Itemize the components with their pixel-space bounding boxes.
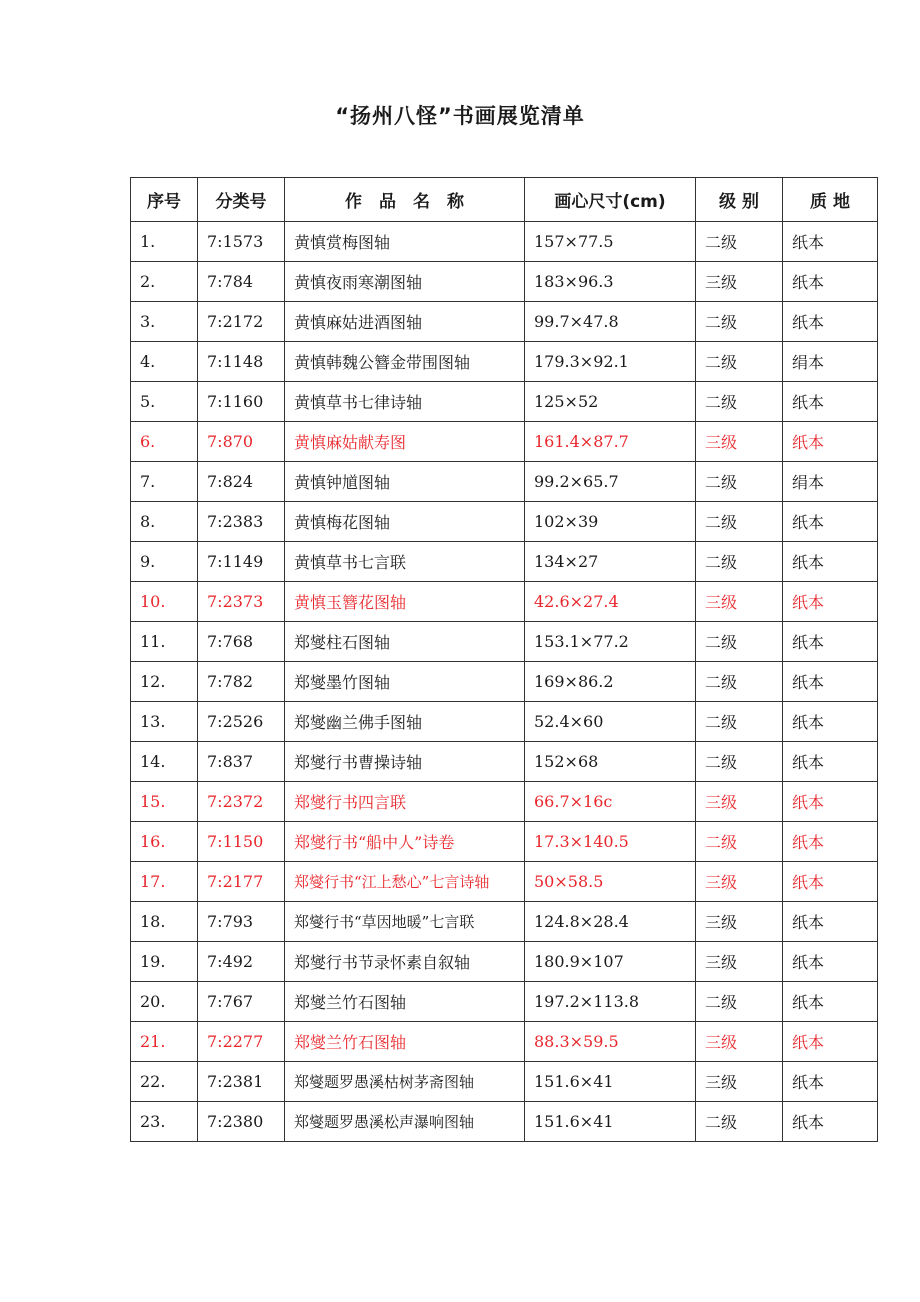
cell-index: 18. <box>131 902 198 942</box>
cell-grade: 三级 <box>696 862 783 902</box>
cell-category: 7:2372 <box>198 782 285 822</box>
cell-grade: 二级 <box>696 662 783 702</box>
cell-grade: 三级 <box>696 782 783 822</box>
cell-category: 7:1573 <box>198 222 285 262</box>
cell-size: 180.9×107 <box>525 942 696 982</box>
cell-material: 纸本 <box>783 982 878 1022</box>
cell-category: 7:2381 <box>198 1062 285 1102</box>
cell-category: 7:492 <box>198 942 285 982</box>
cell-name: 郑燮题罗愚溪松声瀑响图轴 <box>285 1102 525 1142</box>
cell-material: 绢本 <box>783 342 878 382</box>
table-row <box>131 1102 878 1142</box>
cell-material: 绢本 <box>783 462 878 502</box>
table-row <box>131 582 878 622</box>
table-row <box>131 382 878 422</box>
cell-category: 7:782 <box>198 662 285 702</box>
cell-size: 17.3×140.5 <box>525 822 696 862</box>
cell-index: 14. <box>131 742 198 782</box>
cell-material: 纸本 <box>783 542 878 582</box>
cell-name: 黄慎夜雨寒潮图轴 <box>285 262 525 302</box>
cell-grade: 二级 <box>696 222 783 262</box>
cell-size: 99.7×47.8 <box>525 302 696 342</box>
cell-index: 22. <box>131 1062 198 1102</box>
cell-category: 7:824 <box>198 462 285 502</box>
cell-name: 黄慎梅花图轴 <box>285 502 525 542</box>
cell-name: 郑燮行书“船中人”诗卷 <box>285 822 525 862</box>
table-row <box>131 822 878 862</box>
header-category: 分类号 <box>198 178 285 222</box>
cell-grade: 二级 <box>696 822 783 862</box>
cell-name: 郑燮行书节录怀素自叙轴 <box>285 942 525 982</box>
cell-name: 黄慎麻姑进酒图轴 <box>285 302 525 342</box>
cell-size: 151.6×41 <box>525 1102 696 1142</box>
cell-size: 124.8×28.4 <box>525 902 696 942</box>
cell-size: 183×96.3 <box>525 262 696 302</box>
cell-category: 7:2526 <box>198 702 285 742</box>
cell-name: 郑燮题罗愚溪枯树茅斋图轴 <box>285 1062 525 1102</box>
cell-index: 12. <box>131 662 198 702</box>
cell-material: 纸本 <box>783 782 878 822</box>
cell-index: 9. <box>131 542 198 582</box>
cell-category: 7:1148 <box>198 342 285 382</box>
cell-index: 20. <box>131 982 198 1022</box>
cell-category: 7:784 <box>198 262 285 302</box>
cell-name: 郑燮幽兰佛手图轴 <box>285 702 525 742</box>
cell-grade: 二级 <box>696 382 783 422</box>
table-row <box>131 782 878 822</box>
cell-category: 7:793 <box>198 902 285 942</box>
table-row <box>131 942 878 982</box>
cell-category: 7:1149 <box>198 542 285 582</box>
cell-grade: 二级 <box>696 702 783 742</box>
cell-category: 7:2172 <box>198 302 285 342</box>
cell-index: 19. <box>131 942 198 982</box>
table-header-row <box>131 178 878 222</box>
cell-grade: 二级 <box>696 462 783 502</box>
cell-name: 郑燮行书曹操诗轴 <box>285 742 525 782</box>
cell-index: 16. <box>131 822 198 862</box>
cell-size: 152×68 <box>525 742 696 782</box>
cell-index: 3. <box>131 302 198 342</box>
header-material: 质 地 <box>783 178 878 222</box>
cell-index: 21. <box>131 1022 198 1062</box>
table-row <box>131 1062 878 1102</box>
cell-name: 黄慎赏梅图轴 <box>285 222 525 262</box>
cell-name: 郑燮行书四言联 <box>285 782 525 822</box>
cell-index: 11. <box>131 622 198 662</box>
cell-material: 纸本 <box>783 622 878 662</box>
cell-size: 42.6×27.4 <box>525 582 696 622</box>
cell-grade: 二级 <box>696 502 783 542</box>
cell-index: 2. <box>131 262 198 302</box>
cell-category: 7:1150 <box>198 822 285 862</box>
cell-name: 黄慎玉簪花图轴 <box>285 582 525 622</box>
cell-material: 纸本 <box>783 222 878 262</box>
cell-category: 7:2383 <box>198 502 285 542</box>
cell-size: 157×77.5 <box>525 222 696 262</box>
table-row <box>131 902 878 942</box>
cell-grade: 二级 <box>696 1102 783 1142</box>
cell-size: 179.3×92.1 <box>525 342 696 382</box>
cell-index: 10. <box>131 582 198 622</box>
cell-index: 8. <box>131 502 198 542</box>
cell-grade: 二级 <box>696 982 783 1022</box>
cell-material: 纸本 <box>783 582 878 622</box>
cell-grade: 三级 <box>696 942 783 982</box>
cell-material: 纸本 <box>783 1102 878 1142</box>
cell-material: 纸本 <box>783 422 878 462</box>
cell-index: 4. <box>131 342 198 382</box>
cell-index: 23. <box>131 1102 198 1142</box>
cell-grade: 三级 <box>696 1062 783 1102</box>
header-grade: 级 别 <box>696 178 783 222</box>
cell-size: 134×27 <box>525 542 696 582</box>
table-row <box>131 502 878 542</box>
cell-size: 153.1×77.2 <box>525 622 696 662</box>
cell-category: 7:2277 <box>198 1022 285 1062</box>
table-row <box>131 1022 878 1062</box>
cell-category: 7:767 <box>198 982 285 1022</box>
cell-category: 7:837 <box>198 742 285 782</box>
cell-index: 6. <box>131 422 198 462</box>
cell-size: 52.4×60 <box>525 702 696 742</box>
cell-size: 99.2×65.7 <box>525 462 696 502</box>
cell-size: 102×39 <box>525 502 696 542</box>
cell-material: 纸本 <box>783 942 878 982</box>
table-row <box>131 982 878 1022</box>
table-row <box>131 222 878 262</box>
cell-size: 169×86.2 <box>525 662 696 702</box>
cell-grade: 二级 <box>696 542 783 582</box>
cell-grade: 三级 <box>696 262 783 302</box>
cell-size: 151.6×41 <box>525 1062 696 1102</box>
cell-material: 纸本 <box>783 742 878 782</box>
table-row <box>131 702 878 742</box>
cell-name: 郑燮墨竹图轴 <box>285 662 525 702</box>
table-row <box>131 862 878 902</box>
cell-grade: 二级 <box>696 742 783 782</box>
cell-material: 纸本 <box>783 862 878 902</box>
cell-name: 黄慎麻姑献寿图 <box>285 422 525 462</box>
cell-grade: 三级 <box>696 902 783 942</box>
cell-material: 纸本 <box>783 382 878 422</box>
exhibition-list-table <box>130 177 878 1142</box>
cell-material: 纸本 <box>783 302 878 342</box>
cell-grade: 三级 <box>696 582 783 622</box>
cell-material: 纸本 <box>783 1062 878 1102</box>
table-row <box>131 662 878 702</box>
cell-name: 郑燮行书“江上愁心”七言诗轴 <box>285 862 525 902</box>
cell-category: 7:768 <box>198 622 285 662</box>
cell-category: 7:870 <box>198 422 285 462</box>
cell-size: 161.4×87.7 <box>525 422 696 462</box>
table-row <box>131 422 878 462</box>
cell-size: 66.7×16c <box>525 782 696 822</box>
table-row <box>131 622 878 662</box>
table-row <box>131 462 878 502</box>
cell-index: 17. <box>131 862 198 902</box>
cell-name: 黄慎韩魏公簪金带围图轴 <box>285 342 525 382</box>
table-row <box>131 542 878 582</box>
cell-grade: 三级 <box>696 422 783 462</box>
cell-material: 纸本 <box>783 262 878 302</box>
cell-index: 13. <box>131 702 198 742</box>
cell-size: 197.2×113.8 <box>525 982 696 1022</box>
cell-material: 纸本 <box>783 902 878 942</box>
cell-index: 15. <box>131 782 198 822</box>
header-size: 画心尺寸(cm) <box>525 178 696 222</box>
cell-index: 5. <box>131 382 198 422</box>
table-body <box>131 222 878 1142</box>
cell-index: 1. <box>131 222 198 262</box>
cell-grade: 二级 <box>696 302 783 342</box>
table-row <box>131 302 878 342</box>
cell-material: 纸本 <box>783 822 878 862</box>
cell-category: 7:1160 <box>198 382 285 422</box>
cell-category: 7:2373 <box>198 582 285 622</box>
cell-name: 郑燮行书“草因地暖”七言联 <box>285 902 525 942</box>
cell-name: 郑燮柱石图轴 <box>285 622 525 662</box>
cell-index: 7. <box>131 462 198 502</box>
table-row <box>131 342 878 382</box>
cell-name: 郑燮兰竹石图轴 <box>285 1022 525 1062</box>
header-index: 序号 <box>131 178 198 222</box>
document-title: “扬州八怪”书画展览清单 <box>335 104 585 128</box>
cell-size: 125×52 <box>525 382 696 422</box>
header-name: 作 品 名 称 <box>285 178 525 222</box>
cell-grade: 二级 <box>696 342 783 382</box>
cell-grade: 二级 <box>696 622 783 662</box>
cell-category: 7:2177 <box>198 862 285 902</box>
cell-grade: 三级 <box>696 1022 783 1062</box>
cell-material: 纸本 <box>783 702 878 742</box>
cell-size: 50×58.5 <box>525 862 696 902</box>
cell-size: 88.3×59.5 <box>525 1022 696 1062</box>
cell-name: 黄慎草书七言联 <box>285 542 525 582</box>
cell-name: 黄慎草书七律诗轴 <box>285 382 525 422</box>
table-row <box>131 742 878 782</box>
cell-material: 纸本 <box>783 502 878 542</box>
cell-category: 7:2380 <box>198 1102 285 1142</box>
cell-material: 纸本 <box>783 662 878 702</box>
cell-material: 纸本 <box>783 1022 878 1062</box>
cell-name: 黄慎钟馗图轴 <box>285 462 525 502</box>
cell-name: 郑燮兰竹石图轴 <box>285 982 525 1022</box>
table-row <box>131 262 878 302</box>
